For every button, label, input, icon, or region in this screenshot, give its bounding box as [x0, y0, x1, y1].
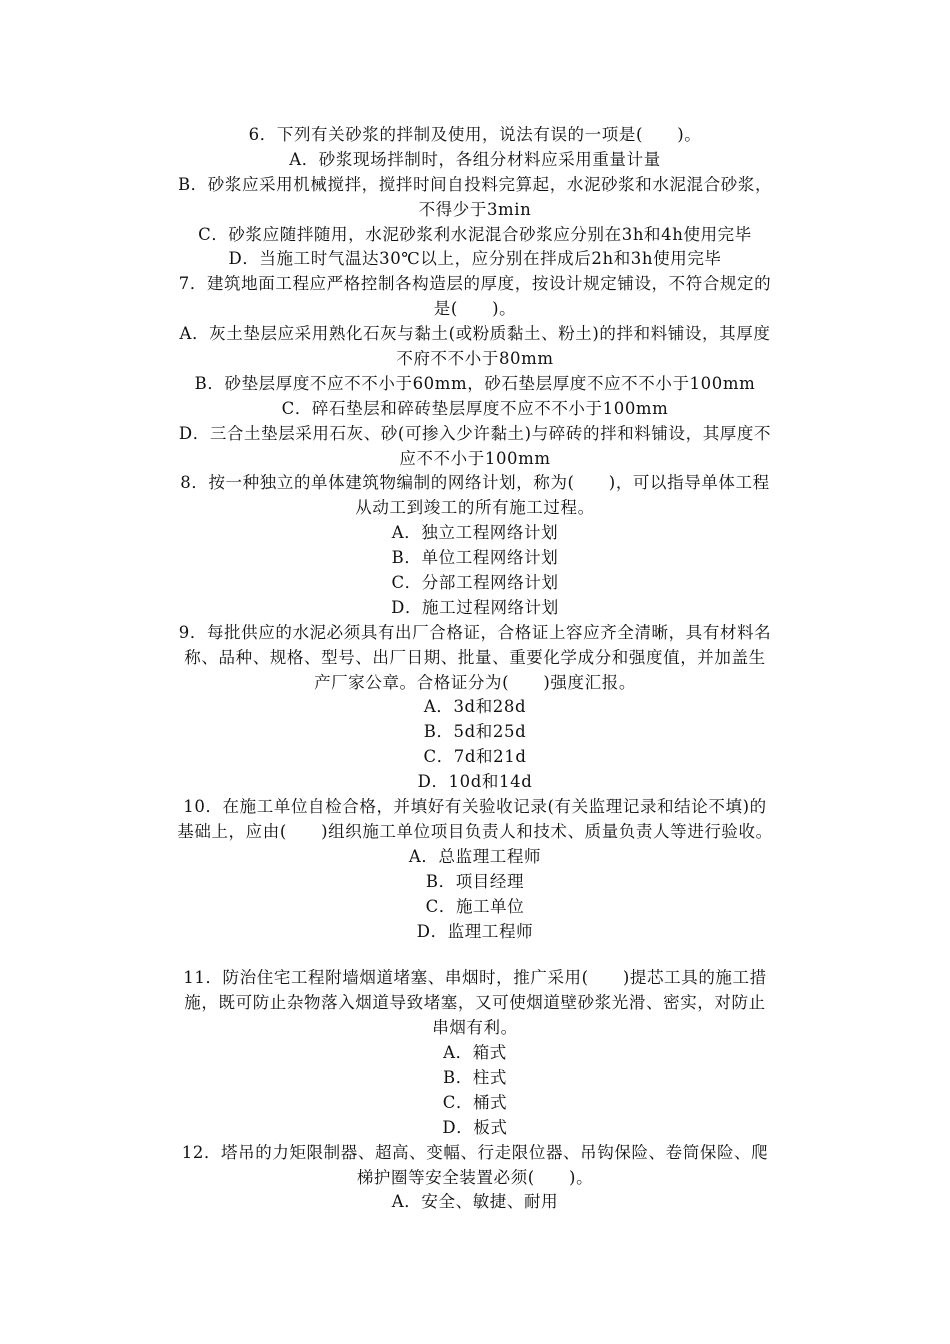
answer-option-line: D．当施工时气温达30℃以上，应分别在拌成后2h和3h使用完毕 [228, 249, 722, 269]
question-stem-line: 产厂家公章。合格证分为( )强度汇报。 [314, 672, 636, 692]
answer-option-line: A．砂浆现场拌制时，各组分材料应采用重量计量 [289, 149, 661, 169]
question-block [140, 1141, 810, 1216]
question-stem-line: 8．按一种独立的单体建筑物编制的网络计划，称为( )，可以指导单体工程 [180, 473, 770, 493]
answer-option-line: A．安全、敏捷、耐用 [391, 1192, 559, 1212]
answer-option-line: D．板式 [442, 1117, 508, 1137]
question-block [140, 795, 810, 944]
answer-option-line: C．桶式 [442, 1092, 508, 1112]
question-stem-line: 梯护圈等安全装置必须( )。 [356, 1167, 594, 1187]
answer-option-line: C．碎石垫层和碎砖垫层厚度不应不不小于100mm [281, 398, 669, 418]
question-block [140, 272, 810, 471]
question-stem-line: 11．防治住宅工程附墙烟道堵塞、串烟时，推广采用( )提芯工具的施工措 [183, 968, 767, 988]
answer-option-line: D．施工过程网络计划 [391, 597, 559, 617]
answer-option-line: B．砂浆应采用机械搅拌，搅拌时间自投料完算起，水泥砂浆和水泥混合砂浆， [177, 174, 773, 194]
answer-option-line: B．5d和25d [423, 722, 527, 742]
blank-line [140, 944, 810, 966]
answer-option-line: D．监理工程师 [416, 921, 534, 941]
answer-option-line: A．灰土垫层应采用熟化石灰与黏土(或粉质黏土、粉土)的拌和料铺设，其厚度 [179, 324, 771, 344]
question-stem-line: 基础上，应由( )组织施工单位项目负责人和技术、质量负责人等进行验收。 [177, 821, 773, 841]
question-block [140, 123, 810, 272]
answer-option-line: A．箱式 [443, 1043, 507, 1063]
answer-option-line: 应不不小于100mm [399, 448, 551, 468]
answer-option-line: 不府不不小于80mm [396, 349, 554, 369]
answer-option-line: A．总监理工程师 [408, 846, 542, 866]
answer-option-line: B．砂垫层厚度不应不不小于60mm，砂石垫层厚度不应不不小于100mm [194, 373, 756, 393]
answer-option-line: 不得少于3min [418, 199, 532, 219]
question-stem-line: 12．塔吊的力矩限制器、超高、变幅、行走限位器、吊钩保险、卷筒保险、爬 [181, 1142, 769, 1162]
question-stem-line: 6．下列有关砂浆的拌制及使用，说法有误的一项是( )。 [248, 125, 702, 144]
question-list [140, 123, 810, 1215]
answer-option-line: C．施工单位 [425, 896, 525, 916]
answer-option-line: A．3d和28d [423, 697, 527, 717]
question-block [140, 471, 810, 620]
answer-option-line: B．单位工程网络计划 [391, 548, 559, 568]
question-stem-line: 串烟有利。 [432, 1018, 518, 1038]
answer-option-line: B．柱式 [442, 1067, 508, 1087]
answer-option-line: D．10d和14d [417, 772, 533, 792]
question-block [140, 621, 810, 795]
question-stem-line: 施，既可防止杂物落入烟道导致堵塞，又可使烟道壁砂浆光滑、密实，对防止 [184, 993, 766, 1013]
question-stem-line: 从动工到竣工的所有施工过程。 [355, 498, 595, 518]
question-stem-line: 9．每批供应的水泥必须具有出厂合格证，合格证上容应齐全清晰，具有材料名 [178, 622, 772, 642]
question-block [140, 966, 810, 1140]
answer-option-line: A．独立工程网络计划 [391, 523, 559, 543]
answer-option-line: C．7d和21d [423, 747, 527, 767]
question-stem-line: 7．建筑地面工程应严格控制各构造层的厚度，按设计规定铺设，不符合规定的 [178, 274, 772, 294]
question-stem-line: 称、品种、规格、型号、出厂日期、批量、重要化学成分和强度值，并加盖生 [184, 647, 766, 667]
answer-option-line: C．砂浆应随拌随用，水泥砂浆利水泥混合砂浆应分别在3h和4h使用完毕 [198, 224, 752, 244]
answer-option-line: B．项目经理 [425, 871, 525, 891]
answer-option-line: C．分部工程网络计划 [391, 573, 559, 593]
question-stem-line: 10．在施工单位自检合格，并填好有关验收记录(有关监理记录和结论不填)的 [183, 797, 767, 817]
answer-option-line: D．三合土垫层采用石灰、砂(可掺入少许黏土)与碎砖的拌和料铺设，其厚度不 [178, 423, 772, 443]
question-stem-line: 是( )。 [433, 299, 517, 319]
